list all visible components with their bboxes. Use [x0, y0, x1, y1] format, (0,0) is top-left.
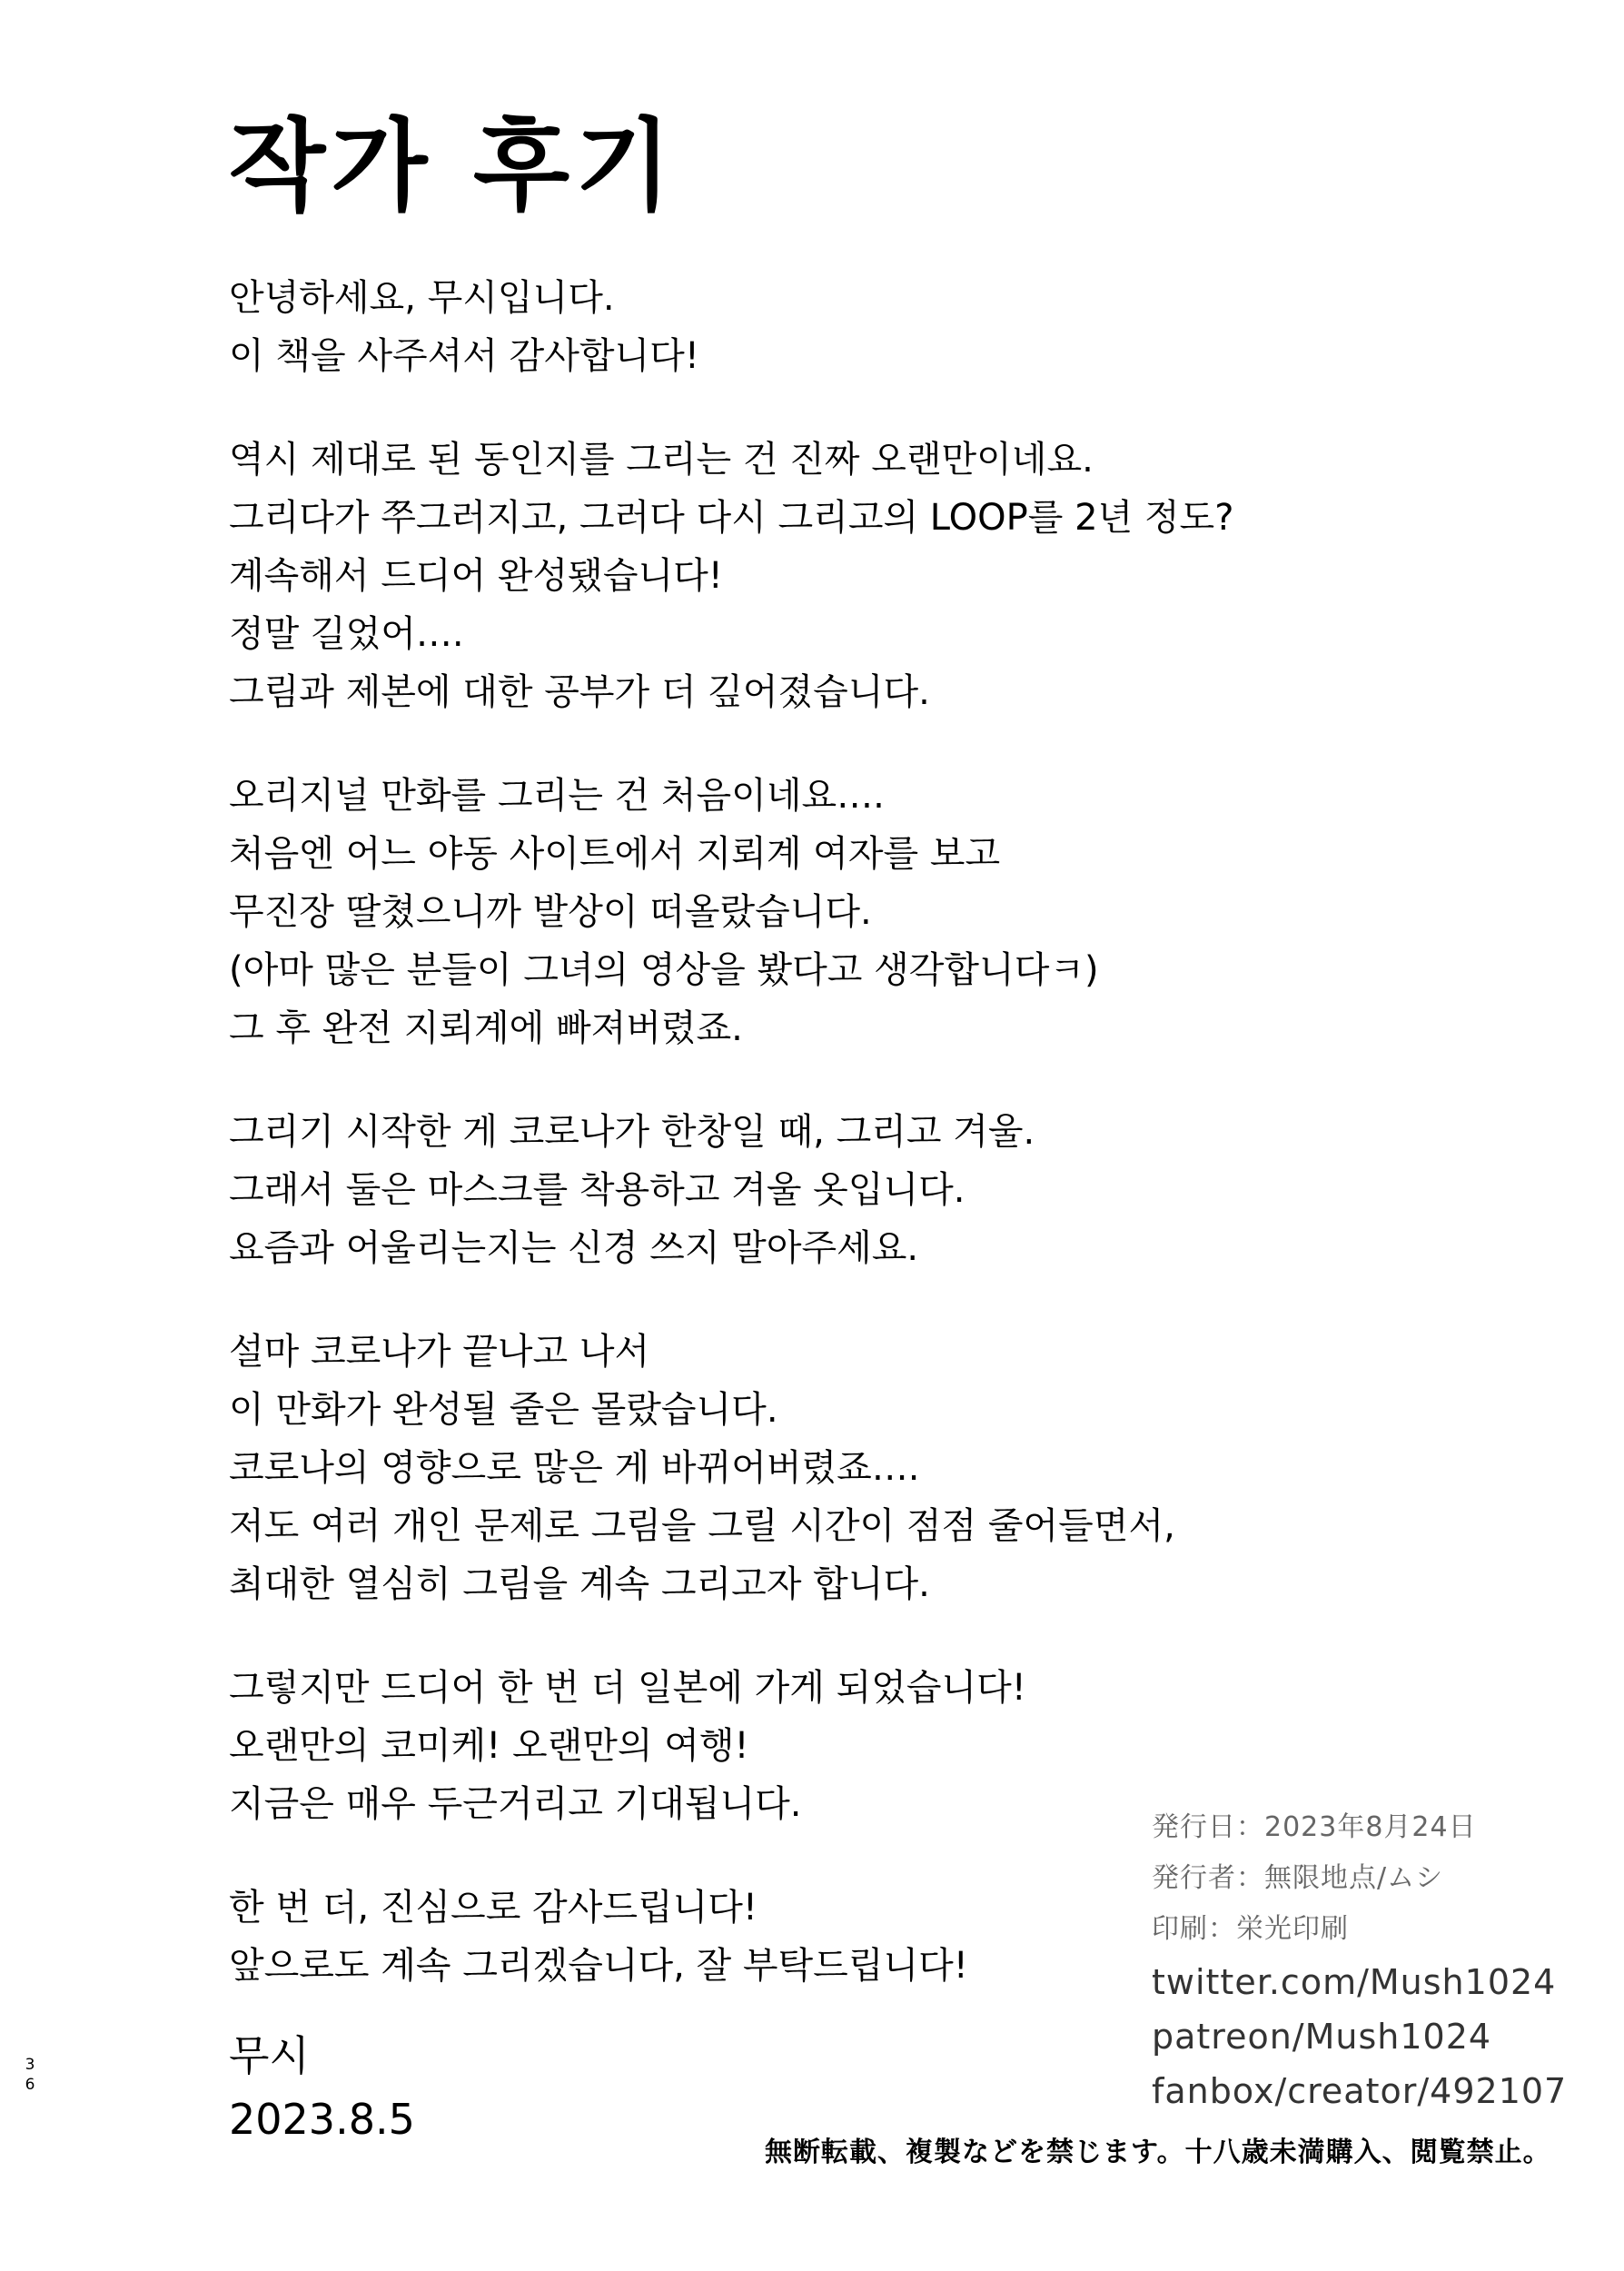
page-title: 작가 후기 — [229, 108, 678, 224]
text-line: 그렇지만 드디어 한 번 더 일본에 가게 되었습니다! — [229, 1667, 1026, 1709]
text-line: 그림과 제본에 대한 공부가 더 깊어졌습니다. — [229, 671, 930, 713]
text-line: 최대한 열심히 그림을 계속 그리고자 합니다. — [229, 1563, 930, 1605]
author-signature — [229, 2024, 415, 2151]
text-line: 계속해서 드디어 완성됐습니다! — [229, 555, 723, 597]
copyright-notice: 無断転載、複製などを禁じます。十八歳未満購入、閲覧禁止。 — [765, 2137, 1551, 2168]
text-line: (아마 많은 분들이 그녀의 영상을 봤다고 생각합니다ㅋ) — [229, 949, 1099, 991]
text-line: 앞으로도 계속 그리겠습니다, 잘 부탁드립니다! — [229, 1945, 968, 1987]
text-line: 한 번 더, 진심으로 감사드립니다! — [229, 1887, 758, 1929]
text-line: 요즘과 어울리는지는 신경 쓰지 말아주세요. — [229, 1227, 919, 1269]
text-line: 그리기 시작한 게 코로나가 한창일 때, 그리고 겨울. — [229, 1111, 1035, 1153]
text-line: 처음엔 어느 야동 사이트에서 지뢰계 여자를 보고 — [229, 833, 1001, 875]
text-line: 이 책을 사주셔서 감사합니다! — [229, 335, 699, 377]
text-line: 무진장 딸쳤으니까 발상이 떠올랐습니다. — [229, 891, 872, 933]
text-line: 지금은 매우 두근거리고 기대됩니다. — [229, 1783, 802, 1825]
colophon — [1152, 1802, 1567, 2118]
text-line: 역시 제대로 된 동인지를 그리는 건 진짜 오랜만이네요. — [229, 439, 1094, 481]
patreon-link: patreon/Mush1024 — [1152, 2017, 1492, 2057]
fanbox-link: fanbox/creator/492107 — [1152, 2071, 1568, 2111]
page-number-digit: 6 — [25, 2076, 35, 2094]
text-line: 그리다가 쭈그러지고, 그러다 다시 그리고의 LOOP를 2년 정도? — [229, 497, 1234, 539]
text-line: 저도 여러 개인 문제로 그림을 그릴 시간이 점점 줄어들면서, — [229, 1505, 1175, 1547]
text-line: 코로나의 영향으로 많은 게 바뀌어버렸죠…. — [229, 1447, 920, 1489]
author-name: 무시 — [229, 2031, 310, 2080]
signature-date: 2023.8.5 — [229, 2095, 415, 2144]
issue-date: 発行日：2023年8月24日 — [1152, 1811, 1477, 1843]
text-line: 이 만화가 완성될 줄은 몰랐습니다. — [229, 1389, 778, 1431]
text-line: 그 후 완전 지뢰계에 빠져버렸죠. — [229, 1007, 743, 1049]
page-number — [24, 2055, 36, 2095]
page-number-digit: 3 — [25, 2056, 35, 2074]
text-line: 안녕하세요, 무시입니다. — [229, 277, 615, 319]
afterword-body — [229, 269, 1319, 1995]
text-line: 오리지널 만화를 그리는 건 처음이네요…. — [229, 775, 885, 817]
text-line: 정말 길었어…. — [229, 613, 464, 655]
printer: 印刷：栄光印刷 — [1152, 1913, 1349, 1945]
text-line: 오랜만의 코미케! 오랜만의 여행! — [229, 1725, 749, 1767]
twitter-link: twitter.com/Mush1024 — [1152, 1962, 1557, 2002]
text-line: 설마 코로나가 끝나고 나서 — [229, 1331, 650, 1373]
publisher: 発行者：無限地点/ムシ — [1152, 1862, 1444, 1894]
text-line: 그래서 둘은 마스크를 착용하고 겨울 옷입니다. — [229, 1169, 965, 1211]
